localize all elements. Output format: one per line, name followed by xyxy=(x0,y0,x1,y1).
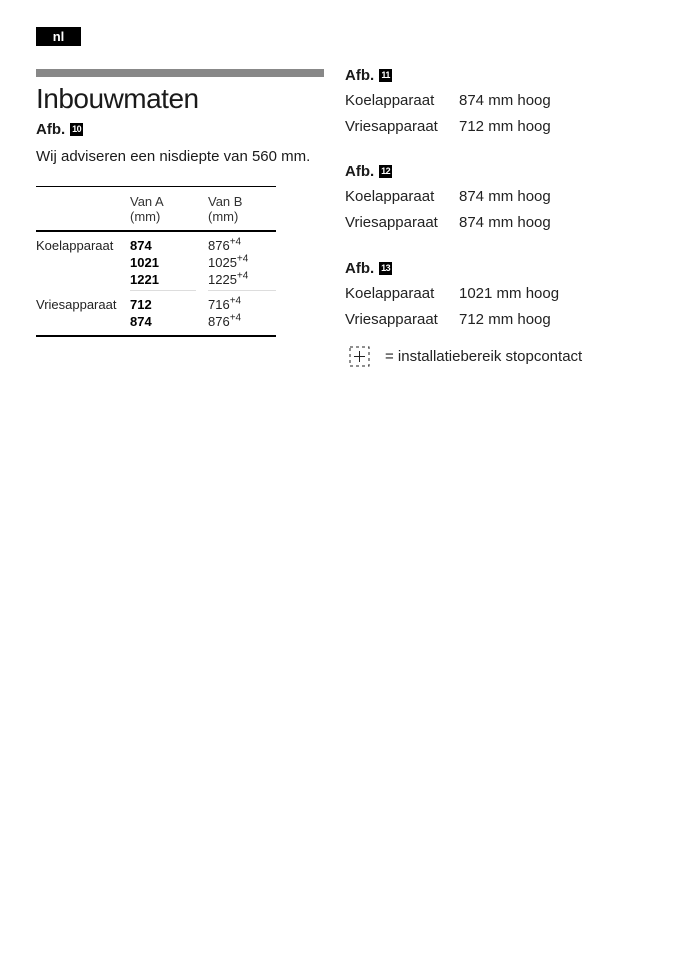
list-item xyxy=(345,281,559,307)
van-a-values xyxy=(130,291,208,335)
figure-label: Afb. xyxy=(345,66,375,84)
van-b-values xyxy=(208,232,276,290)
height-value: 712 mm hoog xyxy=(459,118,551,135)
header-van-b-unit: (mm) xyxy=(208,209,239,224)
figure-label: Afb. xyxy=(345,162,375,180)
language-badge: nl xyxy=(36,27,81,46)
header-van-a xyxy=(130,187,208,230)
table-cell: $1025^{+4}$ xyxy=(208,253,249,270)
appliance-label: Koelapparaat xyxy=(345,188,435,205)
table-header xyxy=(36,187,276,232)
niche-depth-advice: Wij adviseren een nisdiepte van 560 mm. xyxy=(36,148,311,165)
appliance-label: Vriesapparaat xyxy=(345,214,438,231)
figure-section-13 xyxy=(345,258,559,333)
figure-number-box: 11 xyxy=(379,69,392,82)
list-item xyxy=(345,210,551,236)
header-van-b xyxy=(208,187,276,230)
figure-label: Afb. xyxy=(345,259,375,277)
group-label: Vriesapparaat xyxy=(36,297,117,312)
table-cell: $876^{+4}$ xyxy=(208,312,242,329)
figure-reference-11 xyxy=(345,65,551,85)
list-item xyxy=(345,114,551,140)
appliance-label: Vriesapparaat xyxy=(345,311,438,328)
header-van-b-label: Van B xyxy=(208,194,243,209)
list-item xyxy=(345,307,559,333)
figure-number-box: 13 xyxy=(381,262,391,273)
table-group-koelapparaat xyxy=(36,232,276,290)
height-value: 874 mm hoog xyxy=(459,92,551,109)
figure-section-12 xyxy=(345,161,551,236)
figure-number-box: 12 xyxy=(381,165,391,176)
section-rule xyxy=(36,69,324,77)
legend xyxy=(349,346,582,367)
dimensions-table xyxy=(36,186,276,337)
table-cell: 712 xyxy=(130,297,152,312)
table-cell: 874 xyxy=(130,238,152,253)
figure-section-11 xyxy=(345,65,551,140)
van-b-values xyxy=(208,291,276,335)
height-value: 1021 mm hoog xyxy=(459,285,560,302)
table-cell: $716^{+4}$ xyxy=(208,295,242,312)
table-group-vriesapparaat xyxy=(36,291,276,337)
list-item xyxy=(345,88,551,114)
legend-text: = installatiebereik stopcontact xyxy=(385,348,583,365)
height-value: 712 mm hoog xyxy=(459,311,551,328)
page-title: Inbouwmaten xyxy=(36,83,199,114)
header-van-a-label: Van A xyxy=(130,194,164,209)
figure-reference-13 xyxy=(345,258,559,278)
figure-reference-12 xyxy=(345,161,551,181)
header-van-a-unit: (mm) xyxy=(130,209,161,224)
height-value: 874 mm hoog xyxy=(459,214,551,231)
list-item xyxy=(345,184,551,210)
figure-number-box: 10 xyxy=(72,124,82,134)
appliance-label: Koelapparaat xyxy=(345,92,435,109)
table-cell: $1225^{+4}$ xyxy=(208,270,249,287)
table-cell: 1221 xyxy=(130,272,159,287)
table-cell: $876^{+4}$ xyxy=(208,236,242,253)
socket-area-icon xyxy=(349,346,370,367)
group-label: Koelapparaat xyxy=(36,238,114,253)
table-cell: 874 xyxy=(130,314,152,329)
appliance-label: Vriesapparaat xyxy=(345,118,438,135)
figure-label: Afb. xyxy=(36,121,66,138)
figure-reference-10 xyxy=(36,121,83,138)
height-value: 874 mm hoog xyxy=(459,188,551,205)
appliance-label: Koelapparaat xyxy=(345,285,435,302)
van-a-values xyxy=(130,232,208,290)
table-cell: 1021 xyxy=(130,255,159,270)
